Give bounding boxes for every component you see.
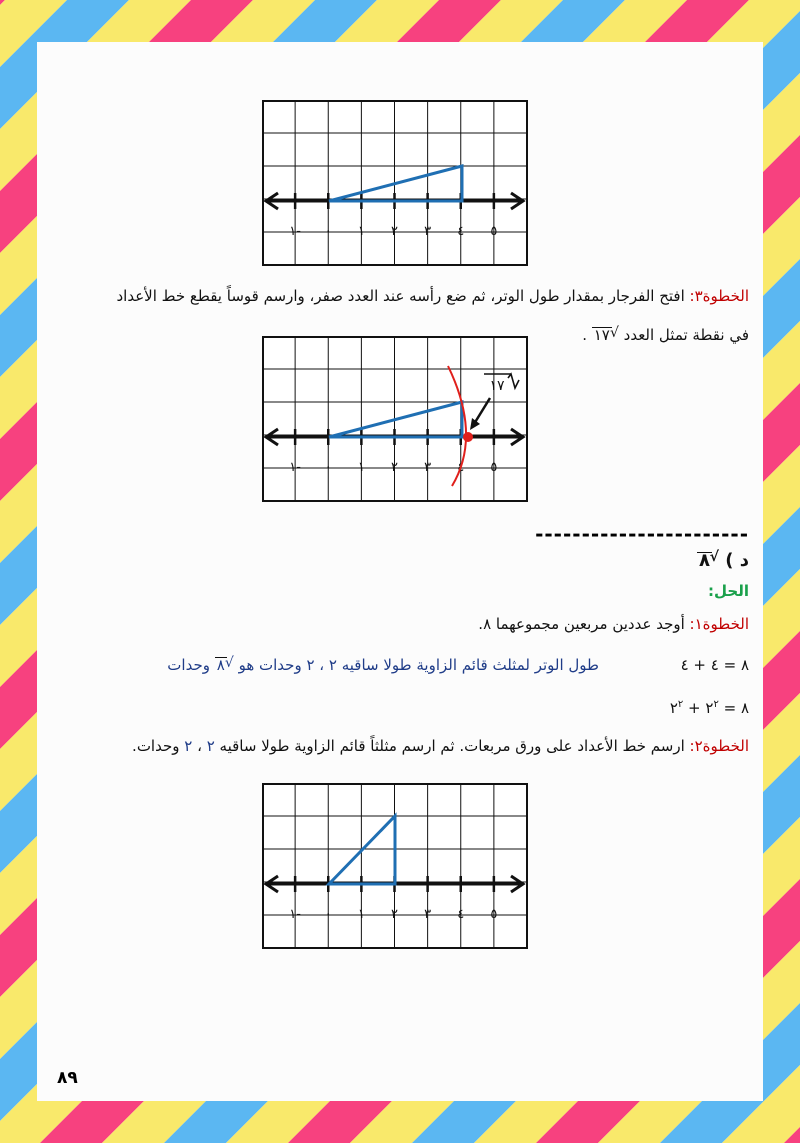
solution-label: الحل:: [708, 582, 749, 600]
step2-line: [132, 737, 749, 755]
note-part1: طول الوتر لمثلث قائم الزاوية طولا ساقيه ٢ ، ٢ وحدات هو: [238, 656, 599, 674]
tick-label: ٠: [324, 460, 332, 475]
leg-2: ٢: [184, 737, 193, 755]
tick-label: ٣: [424, 460, 432, 475]
equation-1: ٨ = ٤ + ٤: [680, 656, 749, 674]
step3-text-line2: في نقطة تمثل العدد: [623, 326, 749, 344]
eq2-lhs: ٨ = ٢: [705, 699, 749, 717]
step2-text: ارسم خط الأعداد على ورق مربعات. ثم ارسم مثلثاً قائم الزاوية طولا ساقيه: [214, 737, 690, 755]
step3-text-end: .: [582, 326, 592, 344]
step1-text: أوجد عددين مربعين مجموعهما ٨.: [478, 615, 690, 633]
sqrt-8-radicand: ٨: [698, 550, 710, 571]
sqrt-8: [697, 550, 719, 571]
tick-label: -١: [289, 224, 301, 239]
tick-label: ٠: [324, 224, 332, 239]
radical-sign: √: [224, 655, 234, 671]
divider: -----------------------: [535, 522, 749, 546]
part-d-letter: د ): [725, 550, 749, 571]
tick-label: ٣: [424, 224, 432, 239]
tick-label: -١: [289, 460, 301, 475]
radical-sign: √: [609, 325, 619, 341]
note-part2: وحدات: [167, 656, 215, 674]
part-d-heading: [697, 550, 749, 571]
radical-sign: √: [709, 549, 719, 565]
sqrt-8-note: [215, 656, 234, 674]
leg-1: ٢: [206, 737, 215, 755]
worksheet-page: [37, 42, 763, 1101]
step1-line: [478, 615, 749, 633]
eq2-plus: + ٢: [669, 699, 706, 717]
step2-text-end: وحدات.: [132, 737, 185, 755]
tick-label: ١: [357, 224, 365, 239]
step1-label: الخطوة١:: [689, 615, 749, 633]
step3-line1: [116, 287, 749, 305]
tick-label: ١: [357, 907, 365, 922]
step3-text-line1: افتح الفرجار بمقدار طول الوتر، ثم ضع رأسه عند العدد صفر، وارسم قوساً يقطع خط الأعداد: [116, 287, 690, 305]
tick-label: ٥: [490, 224, 498, 239]
sqrt-17-radicand: ١٧: [593, 326, 610, 344]
hypotenuse-note: [167, 656, 599, 674]
step3-line2: [582, 326, 749, 344]
tick-label: -١: [289, 907, 301, 922]
tick-label: ٤: [457, 907, 465, 922]
sqrt17-point: [463, 432, 473, 442]
tick-label: ٢: [391, 224, 398, 239]
grid-figure-1: [262, 100, 532, 268]
callout-radicand: ١٧: [489, 378, 505, 394]
eq2-exp2: ٢: [677, 699, 684, 710]
leg-separator: ،: [192, 737, 207, 755]
tick-label: ٢: [391, 907, 398, 922]
eq2-exp1: ٢: [713, 699, 719, 710]
step3-label: الخطوة٣:: [689, 287, 749, 305]
tick-label: ٢: [391, 460, 398, 475]
step2-label: الخطوة٢:: [689, 737, 749, 755]
equation-2: [670, 699, 749, 717]
tick-label: ١: [357, 460, 365, 475]
tick-label: ٥: [490, 907, 498, 922]
tick-label: ٤: [457, 224, 465, 239]
grid-figure-2: [262, 336, 532, 504]
grid-figure-3: [262, 783, 532, 951]
tick-label: ٠: [324, 907, 332, 922]
sqrt-8-note-radicand: ٨: [216, 656, 225, 674]
sqrt-17: [592, 326, 619, 344]
tick-label: ٤: [457, 460, 465, 475]
tick-label: ٣: [424, 907, 432, 922]
page-number: ٨٩: [57, 1068, 78, 1088]
tick-label: ٥: [490, 460, 498, 475]
